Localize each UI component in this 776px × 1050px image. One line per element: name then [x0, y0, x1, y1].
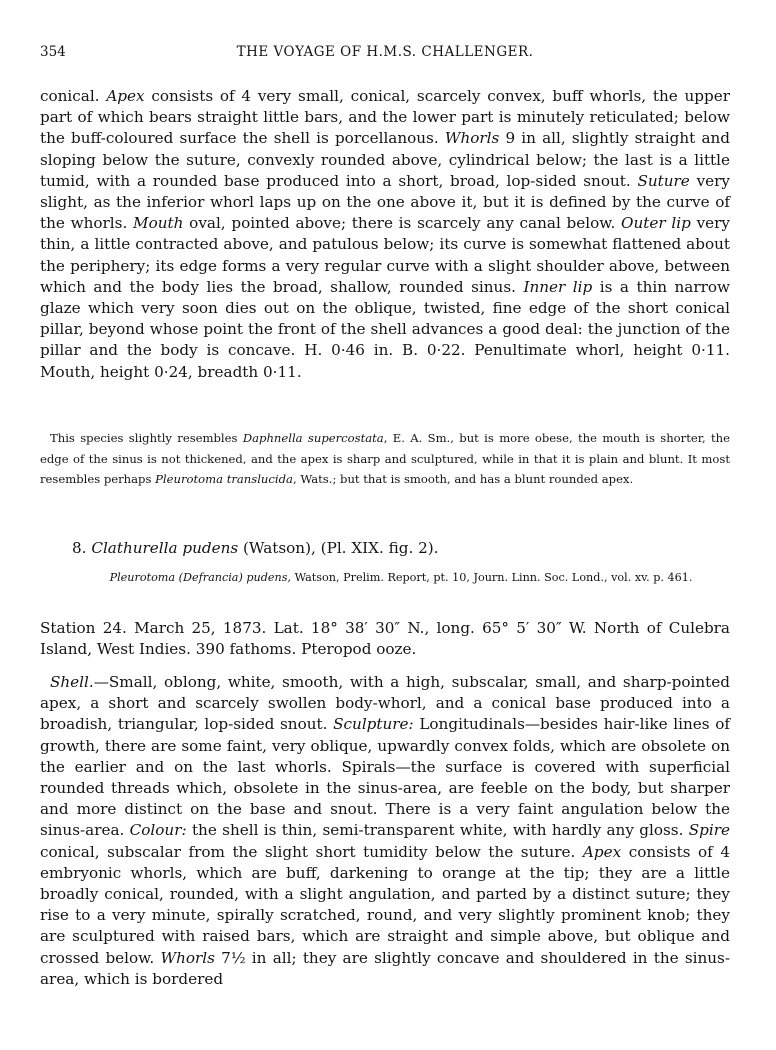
- spire-label: Spire: [688, 821, 730, 840]
- outer-lip-label: Outer lip: [621, 214, 691, 233]
- comparison-note: This species slightly resembles Daphnella supercostata, E. A. Sm., but is more obese, the mouth is shorter, the edge of the sinus is not thickened, and the apex is sharp and sculptured, while in that it is plain and blunt. It most resembles perhaps Pleurotoma translucida, Wats.; but that is smooth, and has a blunt rounded apex.: [40, 431, 731, 487]
- species-heading: 8. Clathurella pudens (Watson), (Pl. XIX. fig. 2).: [72, 539, 439, 557]
- apex-label: Apex: [106, 87, 145, 105]
- mouth-label: Mouth: [133, 214, 184, 233]
- suture-label: Suture: [637, 171, 690, 190]
- whorls-label-2: Whorls: [160, 948, 215, 967]
- species-name: Clathurella pudens: [91, 539, 239, 557]
- shell-label: Shell.: [50, 673, 94, 691]
- reference-pleurotoma: Pleurotoma translucida: [155, 472, 293, 487]
- page-number: 354: [40, 44, 66, 60]
- synonym-name: Pleurotoma (Defrancia) pudens: [109, 571, 288, 584]
- sculpture-label: Sculpture:: [333, 715, 414, 734]
- synonymy: Pleurotoma (Defrancia) pudens, Watson, Prelim. Report, pt. 10, Journ. Linn. Soc. Lond., vol. xv. p. 461.: [109, 571, 693, 584]
- page-header: [40, 44, 730, 66]
- station-record: Station 24. March 25, 1873. Lat. 18° 38′ 30″ N., long. 65° 5′ 30″ W. North of Culebra Island, West Indies. 390 fathoms. Pteropod ooze.: [40, 619, 730, 659]
- running-title: THE VOYAGE OF H.M.S. CHALLENGER.: [236, 44, 534, 60]
- whorls-label: Whorls: [444, 129, 500, 148]
- shell-description: Shell.—Small, oblong, white, smooth, with a high, subscalar, small, and sharp-pointed apex, a short and scarcely swollen body-whorl, and a conical base produced into a broadish, triangular, lop-sided snout. Sculpture: Longitudinals—besides hair-like lines of growth, there are some faint, very oblique, upwardly convex folds, which are obsolete on the earlier and on the last whorls. Spirals—the surface is covered with superficial rounded threads which, obsolete in the sinus-area, are feeble on the body, but sharper and more distinct on the base and snout. There is a very faint angulation below the sinus-area. Colour: the shell is thin, semi-transparent white, with hardly any gloss. Spire conical, subscalar from the slight short tumidity below the suture. Apex consists of 4 embryonic whorls, which are buff, darkening to orange at the tip; they are a little broadly conical, rounded, with a slight angulation, and parted by a distinct suture; they rise to a very minute, spirally scratched, round, and very slightly prominent knob; they are sculptured with raised bars, which are straight and simple above, but oblique and crossed below. Whorls 7½ in all; they are slightly concave and shouldered in the sinus-area, which is bordered: [40, 673, 731, 988]
- description-continued: conical. Apex consists of 4 very small, conical, scarcely convex, buff whorls, the upper part of which bears straight little bars, and the lower part is minutely reticulated; below the buff-coloured surface the shell is porcellanous. Whorls 9 in all, slightly straight and sloping below the suture, convexly rounded above, cylindrical below; the last is a little tumid, with a rounded base produced into a short, broad, lop-sided snout. Suture very slight, as the inferior whorl laps up on the one above it, but it is defined by the curve of the whorls. Mouth oval, pointed above; there is scarcely any canal below. Outer lip very thin, a little contracted above, and patulous below; its curve is somewhat flattened about the periphery; its edge forms a very regular curve with a slight shoulder above, between which and the body lies the broad, shallow, rounded sinus. Inner lip is a thin narrow glaze which very soon dies out on the oblique, twisted, fine edge of the short conical pillar, beyond whose point the front of the shell advances a good deal: the junction of the pillar and the body is concave. H. 0·46 in. B. 0·22. Penultimate whorl, height 0·11. Mouth, height 0·24, breadth 0·11.: [40, 87, 730, 381]
- colour-label: Colour:: [129, 821, 187, 840]
- reference-daphnella: Daphnella supercostata: [242, 431, 384, 445]
- inner-lip-label: Inner lip: [523, 277, 593, 296]
- apex-label-2: Apex: [582, 842, 622, 861]
